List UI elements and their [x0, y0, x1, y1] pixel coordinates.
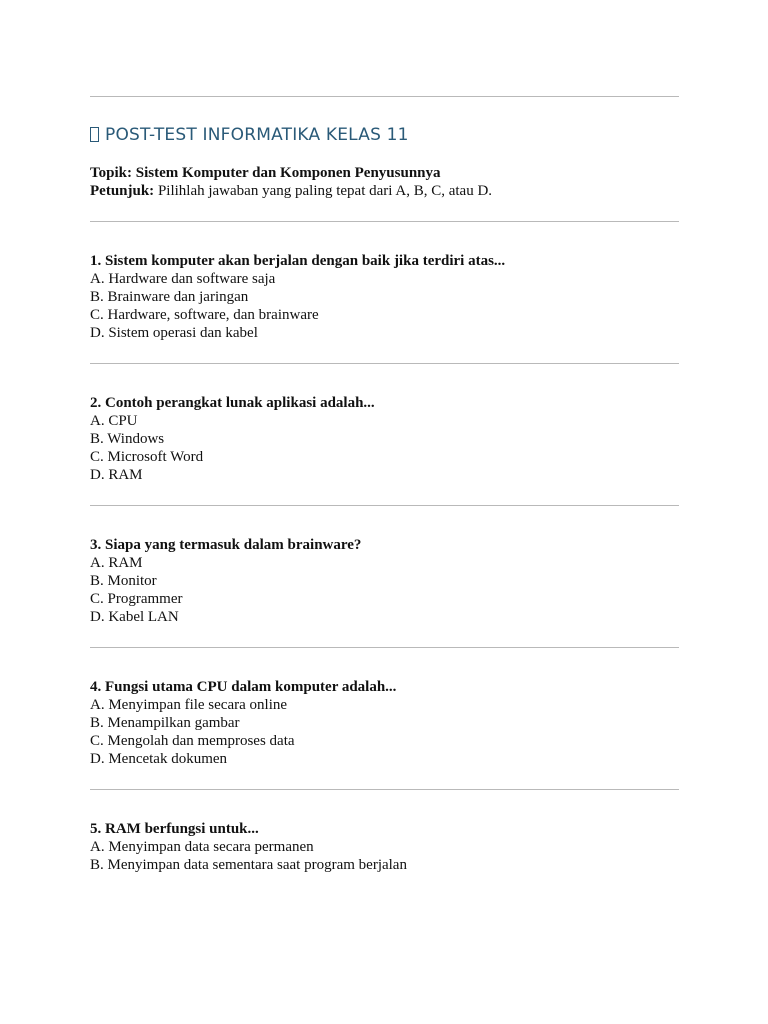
question-text: 1. Sistem komputer akan berjalan dengan baik jika terdiri atas... — [90, 253, 506, 269]
option-b: B. Windows — [90, 431, 165, 447]
question-text: 3. Siapa yang termasuk dalam brainware? — [90, 537, 362, 553]
option-c: C. Programmer — [90, 591, 183, 607]
question-1 — [90, 222, 679, 363]
missing-glyph-icon — [90, 127, 99, 142]
question-text: 5. RAM berfungsi untuk... — [90, 821, 259, 837]
option-c: C. Mengolah dan memproses data — [90, 733, 295, 749]
option-a: A. CPU — [90, 413, 138, 429]
option-b: B. Monitor — [90, 573, 157, 589]
topic-label: Topik: — [90, 165, 132, 181]
option-c: C. Hardware, software, dan brainware — [90, 307, 319, 323]
document-meta — [90, 164, 679, 200]
option-b: B. Menyimpan data sementara saat program berjalan — [90, 857, 407, 873]
question-text: 2. Contoh perangkat lunak aplikasi adalah... — [90, 395, 375, 411]
option-a: A. Menyimpan data secara permanen — [90, 839, 314, 855]
option-a: A. RAM — [90, 555, 143, 571]
question-5 — [90, 790, 679, 874]
option-d: D. Mencetak dokumen — [90, 751, 228, 767]
option-b: B. Brainware dan jaringan — [90, 289, 249, 305]
document-page — [90, 96, 679, 874]
option-d: D. Kabel LAN — [90, 609, 179, 625]
question-text: 4. Fungsi utama CPU dalam komputer adalah... — [90, 679, 397, 695]
question-2 — [90, 364, 679, 505]
instruction-line — [90, 182, 679, 200]
instruction-value: Pilihlah jawaban yang paling tepat dari A, B, C, atau D. — [157, 183, 493, 199]
option-c: C. Microsoft Word — [90, 449, 204, 465]
instruction-label: Petunjuk: — [90, 183, 155, 199]
option-d: D. Sistem operasi dan kabel — [90, 325, 258, 341]
question-3 — [90, 506, 679, 647]
topic-line — [90, 164, 679, 182]
option-d: D. RAM — [90, 467, 143, 483]
option-a: A. Hardware dan software saja — [90, 271, 276, 287]
option-a: A. Menyimpan file secara online — [90, 697, 288, 713]
divider — [90, 96, 679, 97]
question-4 — [90, 648, 679, 789]
topic-value: Sistem Komputer dan Komponen Penyusunnya — [135, 165, 441, 181]
option-b: B. Menampilkan gambar — [90, 715, 240, 731]
title-text: POST-TEST INFORMATIKA KELAS 11 — [105, 125, 409, 145]
document-title — [90, 124, 679, 146]
